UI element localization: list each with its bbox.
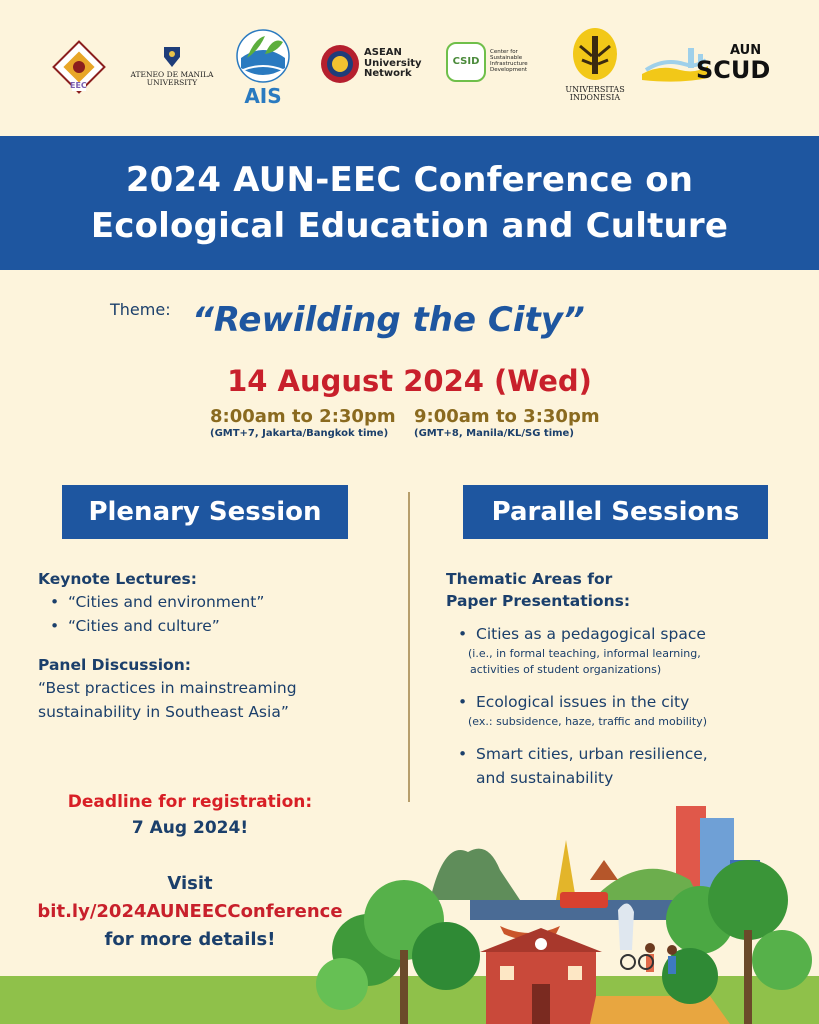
thematic-areas-list <box>446 622 806 790</box>
ais-logo-text: AIS <box>244 83 282 108</box>
time-zone: (GMT+8, Manila/KL/SG time) <box>414 428 574 439</box>
list-item <box>446 690 806 730</box>
area-note-line1: (ex.: subsidence, haze, traffic and mobility) <box>468 715 707 728</box>
csid-name-line1: Center for <box>490 49 518 56</box>
time-block-gmt8 <box>414 406 600 439</box>
universitas-indonesia-logo <box>560 22 630 106</box>
thematic-areas-label-line2: Paper Presentations: <box>446 592 631 610</box>
window-icon <box>500 966 514 980</box>
csid-mark: CSID <box>446 42 486 82</box>
tree-icon <box>752 930 812 990</box>
list-item <box>446 622 806 678</box>
scud-top-text: AUN <box>730 43 762 58</box>
csid-logo <box>446 40 546 84</box>
court-icon <box>590 996 730 1024</box>
visit-line3: for more details! <box>104 929 276 950</box>
ui-name-line1: UNIVERSITAS <box>565 84 625 94</box>
area-title: • Cities as a pedagogical space <box>476 625 706 643</box>
tree-icon <box>316 958 368 1010</box>
door-icon <box>532 984 550 1024</box>
keynote-label: Keynote Lectures: <box>38 570 197 588</box>
ateneo-name-line1: ATENEO DE MANILA <box>130 70 214 80</box>
parallel-details <box>446 568 806 790</box>
ui-name-line2: INDONESIA <box>569 93 621 102</box>
aun-logo <box>320 44 424 84</box>
time-range: 9:00am to 3:30pm <box>414 406 600 427</box>
tree-trunk-icon <box>744 930 752 1024</box>
list-item <box>446 742 806 790</box>
area-title-line1: • Smart cities, urban resilience, <box>476 745 708 763</box>
bus-icon <box>560 892 608 908</box>
mountain-icon <box>430 849 520 900</box>
registration-link[interactable]: bit.ly/2024AUNEECConference <box>37 901 343 922</box>
csid-name-line4: Development <box>490 66 528 73</box>
event-date: 14 August 2024 (Wed) <box>227 364 592 398</box>
list-item: • “Cities and environment” <box>38 590 388 614</box>
deadline-label: Deadline for registration: <box>67 792 313 812</box>
title-band <box>0 136 819 270</box>
bicycle-icon <box>621 955 635 969</box>
clock-icon <box>535 938 547 950</box>
parallel-sessions-heading: Parallel Sessions <box>463 485 768 539</box>
aun-name-line3: Network <box>364 68 412 80</box>
panel-topic-line1: “Best practices in mainstreaming <box>38 679 297 697</box>
area-title-line2: and sustainability <box>476 769 614 787</box>
area-note-line1: (i.e., in formal teaching, informal learning, <box>468 647 701 660</box>
ais-logo <box>232 24 294 110</box>
tree-icon <box>412 922 480 990</box>
thematic-areas-label-line1: Thematic Areas for <box>446 570 613 588</box>
eec-logo-text: EEC <box>70 81 87 90</box>
ateneo-name-line2: UNIVERSITY <box>146 78 198 87</box>
keynote-list <box>38 590 388 638</box>
deadline-date: 7 Aug 2024! <box>131 818 249 838</box>
tree-trunk-icon <box>400 950 408 1024</box>
window-icon <box>568 966 582 980</box>
eec-logo <box>50 38 108 96</box>
plenary-details <box>38 568 388 724</box>
title-line-2: Ecological Education and Culture <box>90 206 729 246</box>
area-note-line2: activities of student organizations) <box>470 663 662 676</box>
theme-label: Theme: <box>110 300 171 319</box>
merlion-icon <box>618 903 634 950</box>
theme-title: “Rewilding the City” <box>192 300 585 340</box>
list-item: • “Cities and culture” <box>38 614 388 638</box>
panel-topic-line2: sustainability in Southeast Asia” <box>38 703 289 721</box>
time-block-gmt7 <box>210 406 396 439</box>
plenary-session-heading: Plenary Session <box>62 485 348 539</box>
person-icon <box>645 943 655 953</box>
pagoda-icon <box>556 840 576 900</box>
person-icon <box>667 945 677 955</box>
aun-scud-logo <box>640 42 774 86</box>
csid-name-line3: Infrastructure <box>490 61 528 67</box>
temple-roof-icon <box>590 860 618 880</box>
aun-name-line2: University <box>364 57 422 69</box>
tree-icon <box>708 860 788 940</box>
area-title: • Ecological issues in the city <box>476 693 690 711</box>
column-divider <box>408 492 410 802</box>
scud-bottom-text: SCUD <box>696 56 771 84</box>
ateneo-logo <box>128 40 216 92</box>
panel-label: Panel Discussion: <box>38 656 191 674</box>
aun-name-line1: ASEAN <box>364 47 402 59</box>
title-line-1: 2024 AUN-EEC Conference on <box>125 160 694 200</box>
time-range: 8:00am to 2:30pm <box>210 406 396 427</box>
visit-line1: Visit <box>167 873 213 894</box>
time-zone: (GMT+7, Jakarta/Bangkok time) <box>210 428 389 439</box>
csid-name-line2: Sustainable <box>490 55 523 62</box>
city-illustration <box>0 800 819 1024</box>
person-body-icon <box>668 956 676 974</box>
